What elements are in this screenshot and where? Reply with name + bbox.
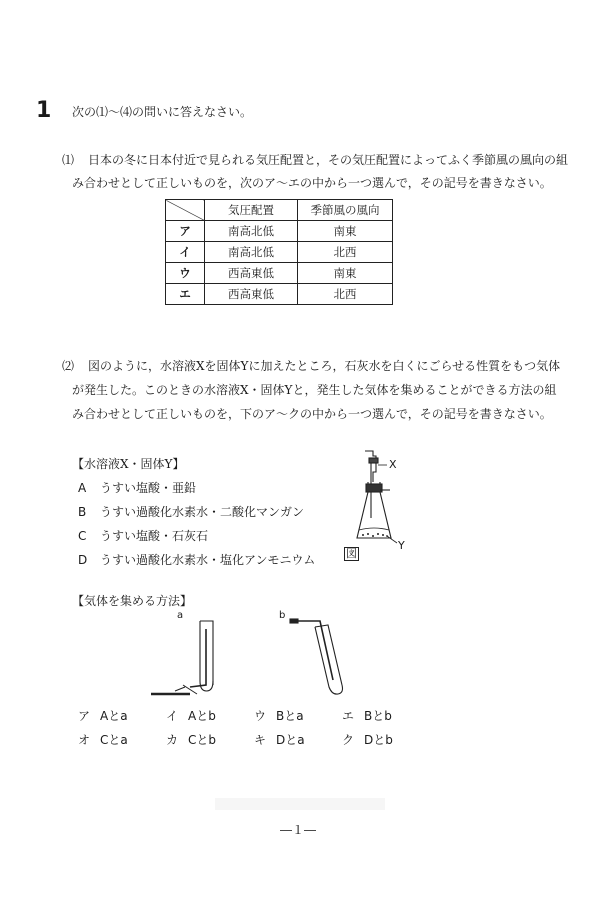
answer-option xyxy=(342,731,393,748)
solution-text: うすい過酸化水素水・塩化アンモニウム xyxy=(100,553,316,567)
answer-text: Cとb xyxy=(188,733,216,747)
answer-option xyxy=(78,707,128,724)
solution-key: B xyxy=(78,505,87,519)
row-pressure: 西高東低 xyxy=(205,263,298,284)
q2-label: ⑵ xyxy=(62,359,75,373)
answer-option xyxy=(78,731,128,748)
table-header-pressure: 気圧配置 xyxy=(205,200,298,221)
answer-text: Bとa xyxy=(276,709,304,723)
solution-heading: 【水溶液X・固体Y】 xyxy=(72,457,185,471)
page-number: ―１― xyxy=(280,823,317,837)
table-header-row xyxy=(166,200,393,221)
solution-key: D xyxy=(78,553,88,567)
answer-key: キ xyxy=(254,733,267,747)
solution-item xyxy=(78,551,315,568)
q1-table xyxy=(165,199,393,305)
answer-text: Aとb xyxy=(188,709,216,723)
row-pressure: 南高北低 xyxy=(205,221,298,242)
question-instruction: 次の⑴～⑷の問いに答えなさい。 xyxy=(72,105,253,119)
answer-option xyxy=(254,731,305,748)
table-row xyxy=(166,284,393,305)
answer-text: Aとa xyxy=(100,709,128,723)
answer-text: Dとb xyxy=(364,733,393,747)
answer-text: Bとb xyxy=(364,709,392,723)
row-pressure: 南高北低 xyxy=(205,242,298,263)
question-number: 1 xyxy=(36,98,52,123)
figure-label-x: X xyxy=(389,458,397,471)
answer-option xyxy=(166,707,216,724)
answer-text: Dとa xyxy=(276,733,305,747)
q1-text-line2: み合わせとして正しいものを，次のア～エの中から一つ選んで，その記号を書きなさい。 xyxy=(72,176,552,190)
solution-text: うすい塩酸・石灰石 xyxy=(100,529,209,543)
solution-key: C xyxy=(78,529,87,543)
table-row xyxy=(166,263,393,284)
q1-text-line1: 日本の冬に日本付近で見られる気圧配置と，その気圧配置によってふく季節風の風向の組 xyxy=(88,153,569,167)
answer-key: カ xyxy=(166,733,179,747)
solution-text: うすい過酸化水素水・二酸化マンガン xyxy=(100,505,305,519)
answer-option xyxy=(254,707,304,724)
solution-key: A xyxy=(78,481,87,495)
table-row xyxy=(166,242,393,263)
faint-watermark xyxy=(215,798,385,810)
q1-label: ⑴ xyxy=(62,153,75,167)
row-pressure: 西高東低 xyxy=(205,284,298,305)
answer-option xyxy=(342,707,392,724)
row-wind: 南東 xyxy=(298,263,393,284)
answer-key: イ xyxy=(166,709,179,723)
row-wind: 北西 xyxy=(298,284,393,305)
solution-item xyxy=(78,503,304,520)
table-header-wind: 季節風の風向 xyxy=(298,200,393,221)
row-wind: 北西 xyxy=(298,242,393,263)
solution-item xyxy=(78,479,196,496)
row-label: イ xyxy=(166,242,205,263)
row-label: ア xyxy=(166,221,205,242)
table-corner-cell xyxy=(166,200,205,221)
answer-key: ア xyxy=(78,709,91,723)
method-heading: 【気体を集める方法】 xyxy=(72,594,193,608)
answer-key: ウ xyxy=(254,709,267,723)
gas-collection-figure xyxy=(145,615,360,705)
method-b-label: b xyxy=(279,610,286,621)
figure-label-y: Y xyxy=(398,539,405,552)
answer-key: オ xyxy=(78,733,91,747)
method-a-label: a xyxy=(177,610,184,621)
table-row xyxy=(166,221,393,242)
figure-caption: 図 xyxy=(346,547,357,560)
solution-item xyxy=(78,527,208,544)
answer-text: Cとa xyxy=(100,733,128,747)
row-label: ウ xyxy=(166,263,205,284)
answer-key: エ xyxy=(342,709,355,723)
answer-key: ク xyxy=(342,733,355,747)
row-wind: 南東 xyxy=(298,221,393,242)
q2-text-line3: み合わせとして正しいものを，下のア～クの中から一つ選んで，その記号を書きなさい。 xyxy=(72,407,552,421)
solution-text: うすい塩酸・亜鉛 xyxy=(100,481,197,495)
row-label: エ xyxy=(166,284,205,305)
q2-text-line2: が発生した。このときの水溶液X・固体Yと，発生した気体を集めることができる方法の組 xyxy=(72,383,557,397)
q2-text-line1: 図のように，水溶液Xを固体Yに加えたところ，石灰水を白くにごらせる性質をもつ気体 xyxy=(88,359,561,373)
answer-option xyxy=(166,731,216,748)
